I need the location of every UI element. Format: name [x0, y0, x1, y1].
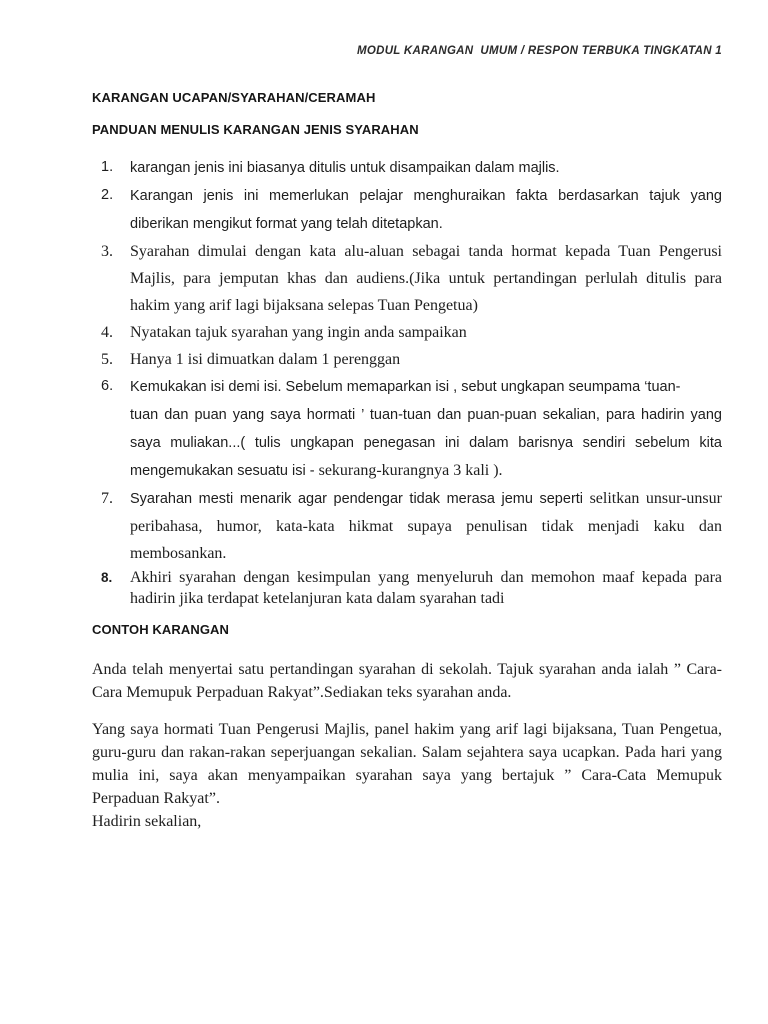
guideline-item [92, 373, 722, 485]
guideline-text-run: karangan jenis ini biasanya ditulis untuk disampaikan dalam majlis. [130, 160, 560, 176]
guideline-item [92, 485, 722, 567]
guideline-text [130, 238, 722, 319]
essay-paragraph: Yang saya hormati Tuan Pengerusi Majlis, panel hakim yang arif lagi bijaksana, Tuan Pengetua, guru-guru dan rakan-rakan seperjuangan sekalian. Salam sejahtera saya ucapkan. Pada hari yang mulia ini, saya akan menyampaikan syarahan saya yang bertajuk ” Cara-Cata Memupuk Perpaduan Rakyat”. [92, 721, 722, 807]
guideline-text-run: sekurang-kurangnya 3 kali ). [318, 462, 503, 479]
guideline-text [130, 182, 722, 238]
guideline-item [92, 182, 722, 238]
guideline-item [92, 154, 722, 182]
guideline-text-run: Syarahan mesti menarik agar pendengar tidak merasa jemu seperti [130, 491, 590, 507]
section-heading-contoh-karangan: CONTOH KARANGAN [92, 622, 230, 637]
guideline-number: 2. [101, 187, 114, 203]
guideline-number: 1. [101, 159, 114, 175]
guideline-text [130, 319, 722, 346]
guideline-number: 5. [101, 351, 113, 368]
guideline-number: 6. [101, 378, 114, 394]
guideline-text-run: Nyatakan tajuk syarahan yang ingin anda sampaikan [130, 324, 467, 341]
guideline-text-run: Kemukakan isi demi isi. Sebelum memaparkan isi , sebut ungkapan seumpama ‘tuan- [130, 379, 681, 395]
guideline-number: 8. [101, 570, 113, 585]
guideline-item [92, 567, 722, 609]
guideline-text [130, 346, 722, 373]
guideline-number: 3. [101, 243, 113, 260]
guideline-text-run: Akhiri syarahan dengan kesimpulan yang menyeluruh dan memohon maaf kepada para hadirin jika terdapat ketelanjuran kata dalam syarahan tadi [130, 569, 722, 607]
guideline-text-run: tuan dan puan yang saya hormati ’ tuan-tuan dan puan-puan sekalian, para hadirin yang saya muliakan...( tulis ungkapan penegasan ini dalam barisnya sendiri sebelum kita mengemukakan sesuatu isi - [130, 407, 722, 479]
guideline-number: 7. [101, 490, 113, 507]
guideline-text [130, 154, 722, 182]
guideline-text-run: Hanya 1 isi dimuatkan dalam 1 perenggan [130, 351, 401, 368]
guideline-item [92, 238, 722, 319]
guideline-text [130, 567, 722, 609]
section-heading-panduan-menulis: PANDUAN MENULIS KARANGAN JENIS SYARAHAN [92, 122, 419, 137]
guideline-text-run: selitkan unsur-unsur peribahasa, humor, kata-kata hikmat supaya penulisan tidak menjadi kaku dan membosankan. [130, 490, 722, 562]
guideline-text-run: Syarahan dimulai dengan kata alu-aluan sebagai tanda hormat kepada Tuan Pengerusi Majlis, para jemputan khas dan audiens.(Jika untuk pertandingan perlulah ditulis para hakim yang arif lagi bijaksana selepas Tuan Pengetua) [130, 243, 722, 314]
guideline-number: 4. [101, 324, 113, 341]
section-heading-karangan-ucapan: KARANGAN UCAPAN/SYARAHAN/CERAMAH [92, 90, 376, 105]
example-paragraphs [92, 658, 722, 833]
guideline-list [92, 154, 722, 609]
guideline-item [92, 346, 722, 373]
essay-paragraph: Anda telah menyertai satu pertandingan syarahan di sekolah. Tajuk syarahan anda ialah ” Cara-Cara Memupuk Perpaduan Rakyat”.Sediakan teks syarahan anda. [92, 661, 722, 701]
guideline-text [130, 485, 722, 567]
essay-paragraph: Hadirin sekalian, [92, 813, 202, 830]
guideline-text-run: Karangan jenis ini memerlukan pelajar menghuraikan fakta berdasarkan tajuk yang diberikan mengikut format yang telah ditetapkan. [130, 188, 722, 232]
document-header-title: MODUL KARANGAN UMUM / RESPON TERBUKA TINGKATAN 1 [356, 45, 722, 57]
guideline-text [130, 373, 722, 485]
guideline-item [92, 319, 722, 346]
